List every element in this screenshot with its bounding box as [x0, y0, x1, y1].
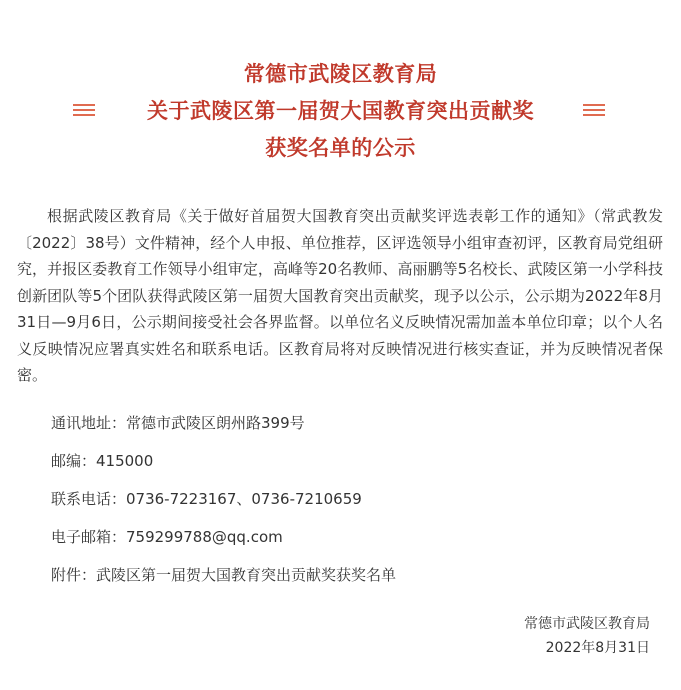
title-line-3: 获奖名单的公示: [265, 136, 416, 160]
signature-date: 2022年8月31日: [545, 640, 650, 656]
contact-email: 电子邮箱：759299788@qq.com: [51, 528, 283, 546]
contact-address: 通讯地址：常德市武陵区朗州路399号: [51, 414, 305, 432]
attachment-line: 附件：武陵区第一届贺大国教育突出贡献奖获奖名单: [51, 566, 397, 584]
contact-postcode: 邮编：415000: [51, 452, 154, 470]
title-line-2: 关于武陵区第一届贺大国教育突出贡献奖: [147, 99, 534, 123]
contact-phone: 联系电话：0736-7223167、0736-7210659: [51, 490, 362, 508]
title-line-1: 常德市武陵区教育局: [243, 62, 438, 86]
title-decoration-right-icon: [583, 103, 605, 117]
notice-body-paragraph: 根据武陵区教育局《关于做好首届贺大国教育突出贡献奖评选表彰工作的通知》（常武教发〔2022〕38号）文件精神，经个人申报、单位推荐，区评选领导小组审查初评，区教育局党组研究，并报区委教育工作领导小组审定，高峰等20名教师、高丽鹏等5名校长、武陵区第一小学科技创新团队等5个团队获得武陵区第一届贺大国教育突出贡献奖，现予以公示，公示期为2022年8月31日—9月6日，公示期间接受社会各界监督。以单位名义反映情况需加盖本单位印章；以个人名义反映情况应署真实姓名和联系电话。区教育局将对反映情况进行核实查证，并为反映情况者保密。: [17, 207, 663, 384]
signature-organization: 常德市武陵区教育局: [524, 616, 650, 632]
